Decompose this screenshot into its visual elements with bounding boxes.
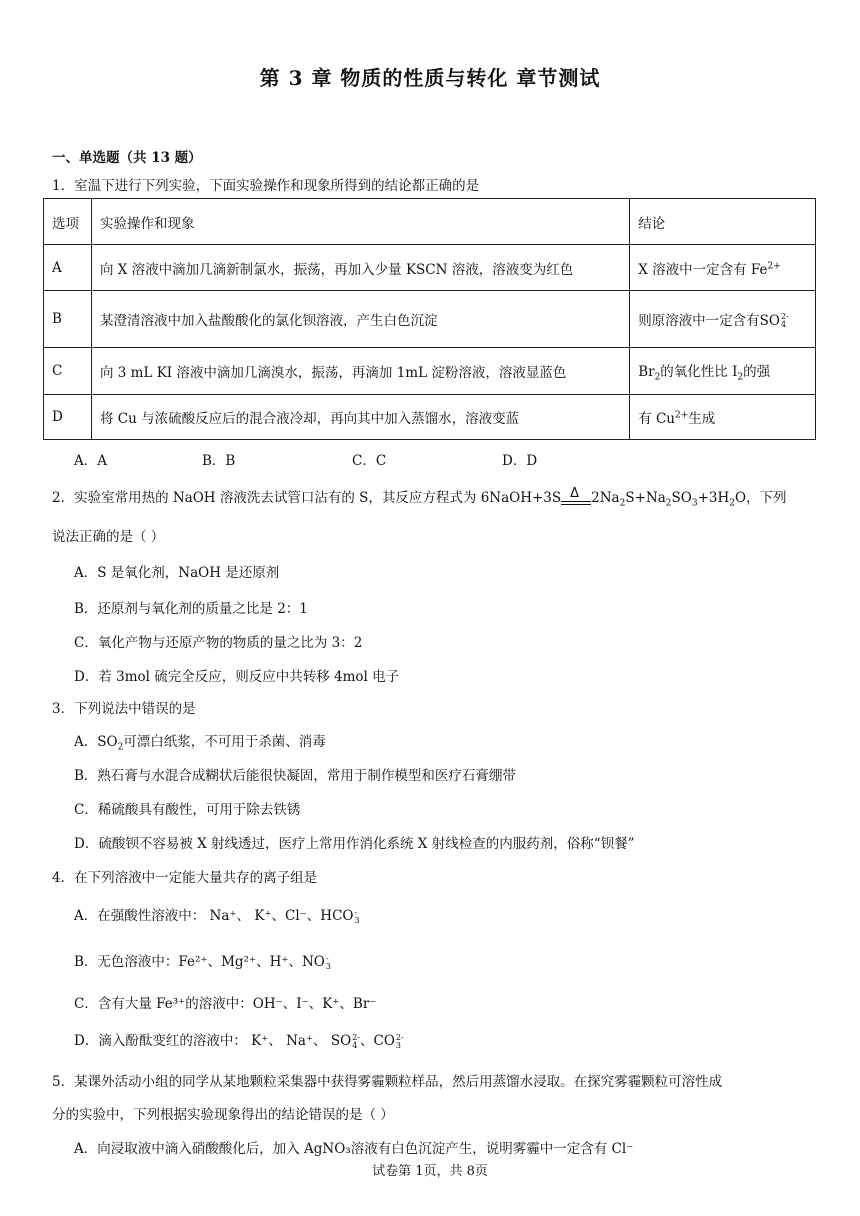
table-row — [44, 348, 816, 395]
q2-stem-line2: 说法正确的是（ ） — [52, 529, 165, 545]
q4-option-b[interactable]: B．无色溶液中：Fe²⁺、Mg²⁺、H⁺、NO - 3 — [74, 953, 331, 971]
option-cell: B — [44, 291, 92, 348]
section-heading: 一、单选题（共 13 题） — [52, 150, 202, 166]
q1-option-a[interactable]: A．A — [74, 453, 107, 469]
table-row — [44, 291, 816, 348]
q3-option-c[interactable]: C．稀硫酸具有酸性，可用于除去铁锈 — [74, 802, 301, 818]
q3-option-a[interactable]: A．$SO_2$可漂白纸浆，不可用于杀菌、消毒 — [74, 734, 326, 753]
q2-option-a[interactable]: A．S 是氧化剂，NaOH 是还原剂 — [74, 565, 280, 581]
q2-stem: 2．实验室常用热的 NaOH 溶液洗去试管口沾有的 S，其反应方程式为 6NaOH+3S Δ $2Na_2S+Na_2SO_3+3H_2O$，下列 — [52, 485, 787, 509]
operation-cell: 某澄清溶液中加入盐酸酸化的氯化钡溶液，产生白色沉淀 — [91, 291, 629, 348]
operation-cell: 将 Cu 与浓硫酸反应后的混合液冷却，再向其中加入蒸馏水，溶液变蓝 — [91, 395, 629, 440]
operation-cell: 向 3 mL KI 溶液中滴加几滴溴水，振荡，再滴加 1mL 淀粉溶液，溶液显蓝色 — [91, 348, 629, 395]
header-cell: 实验操作和现象 — [91, 199, 629, 245]
q1-stem: 1．室温下进行下列实验，下面实验操作和现象所得到的结论都正确的是 — [52, 178, 480, 194]
conclusion-cell: 则原溶液中一定含有SO 2- 4 — [630, 291, 816, 348]
conclusion-cell: 有 $Cu^{2+}$生成 — [630, 395, 816, 440]
q1-option-b[interactable]: B．B — [202, 453, 236, 469]
q5-stem: 5．某课外活动小组的同学从某地颗粒采集器中获得雾霾颗粒样品，然后用蒸馏水浸取。在探究雾霾颗粒可溶性成 — [52, 1074, 723, 1090]
q2-option-d[interactable]: D．若 3mol 硫完全反应，则反应中共转移 4mol 电子 — [74, 669, 400, 685]
page-title: 第 3 章 物质的性质与转化 章节测试 — [259, 66, 601, 90]
q1-table — [43, 198, 816, 440]
table-row — [44, 245, 816, 291]
conclusion-cell: X 溶液中一定含有 $Fe^{2+}$ — [630, 245, 816, 291]
header-cell: 结论 — [630, 199, 816, 245]
option-cell: C — [44, 348, 92, 395]
header-cell: 选项 — [44, 199, 92, 245]
q5-stem-line2: 分的实验中，下列根据实验现象得出的结论错误的是（ ） — [52, 1107, 394, 1123]
option-cell: A — [44, 245, 92, 291]
conclusion-cell: $Br_2$的氧化性比 $I_2$的强 — [630, 348, 816, 395]
q2-option-c[interactable]: C．氧化产物与还原产物的物质的量之比为 3：2 — [74, 635, 363, 651]
q4-option-d[interactable]: D．滴入酚酞变红的溶液中： K⁺、 Na⁺、 SO 2- 4 、CO 2- 3 — [74, 1032, 404, 1050]
q4-option-c[interactable]: C．含有大量 Fe³⁺的溶液中：OH⁻、I⁻、K⁺、Br⁻ — [74, 996, 377, 1012]
q3-option-b[interactable]: B．熟石膏与水混合成糊状后能很快凝固，常用于制作模型和医疗石膏绷带 — [74, 768, 516, 784]
q1-option-c[interactable]: C．C — [352, 453, 387, 469]
q1-option-d[interactable]: D．D — [502, 453, 538, 469]
heating-condition-symbol: Δ — [561, 492, 591, 506]
option-cell: D — [44, 395, 92, 440]
table-row — [44, 395, 816, 440]
q5-option-a[interactable]: A．向浸取液中滴入硝酸酸化后，加入 AgNO₃溶液有白色沉淀产生，说明雾霾中一定含有 Cl⁻ — [74, 1141, 634, 1157]
operation-cell: 向 X 溶液中滴加几滴新制氯水，振荡，再加入少量 KSCN 溶液，溶液变为红色 — [91, 245, 629, 291]
table-header-row — [44, 199, 816, 245]
q4-option-a[interactable]: A．在强酸性溶液中： Na⁺、 K⁺、Cl⁻、HCO - 3 — [74, 907, 360, 925]
q2-option-b[interactable]: B．还原剂与氧化剂的质量之比是 2：1 — [74, 601, 308, 617]
q3-option-d[interactable]: D．硫酸钡不容易被 X 射线透过，医疗上常用作消化系统 X 射线检查的内服药剂，俗称“钡餐” — [74, 836, 635, 852]
ion-charge-stack: 2- 4 — [781, 312, 789, 330]
q3-stem: 3．下列说法中错误的是 — [52, 701, 196, 717]
q4-stem: 4．在下列溶液中一定能大量共存的离子组是 — [52, 870, 318, 886]
q1-options — [74, 449, 537, 469]
page-footer: 试卷第 1页，共 8页 — [372, 1164, 488, 1179]
